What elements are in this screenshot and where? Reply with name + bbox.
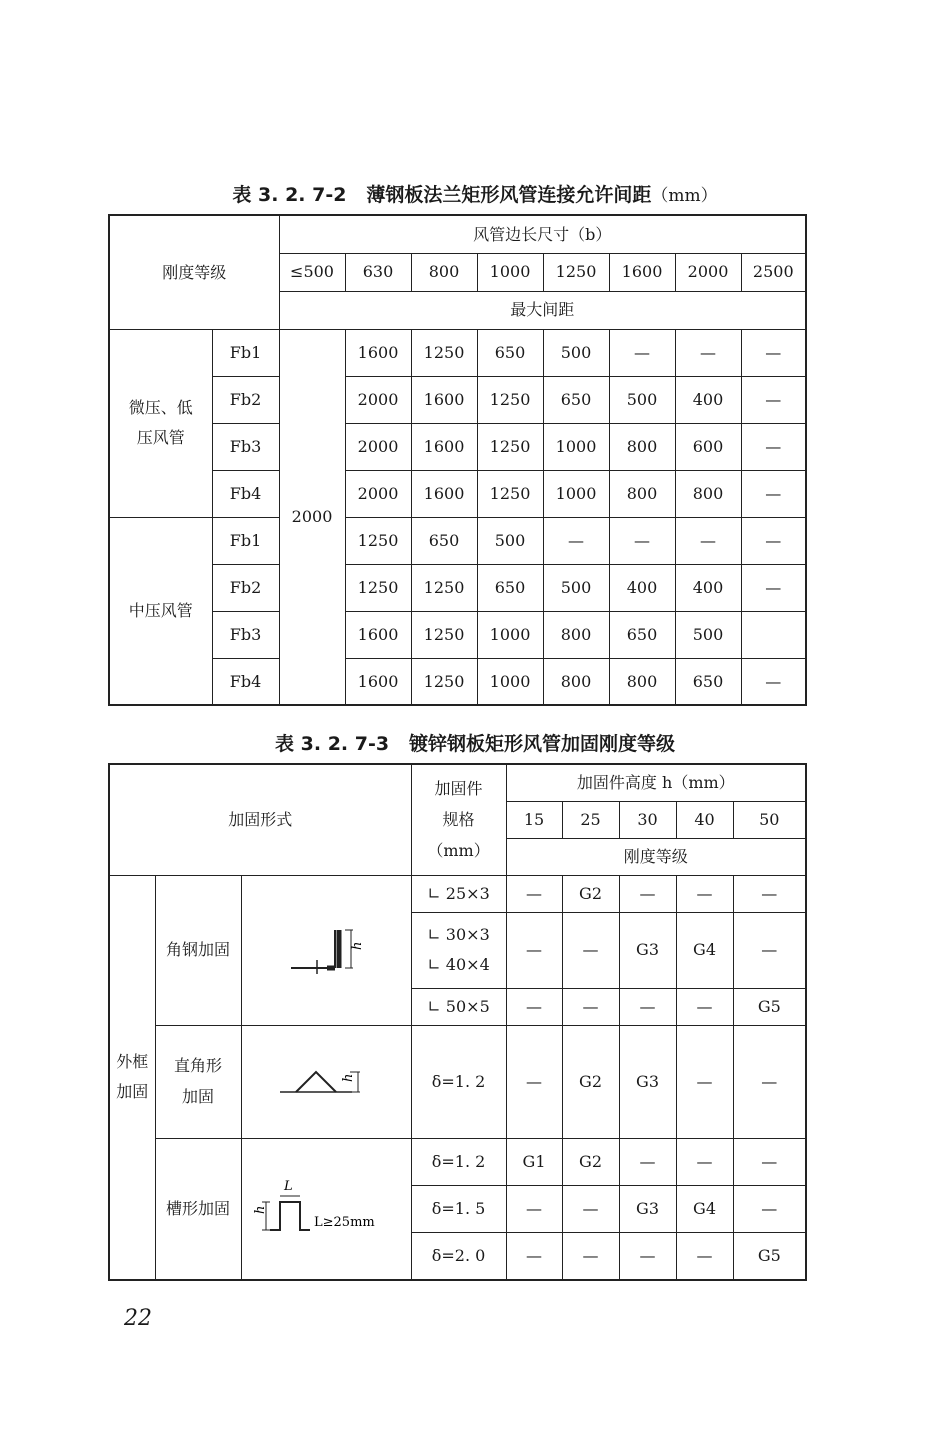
grade-cell: — <box>562 1232 619 1280</box>
spacing-value-cell <box>741 611 806 658</box>
spacing-value-cell: 1000 <box>543 470 609 517</box>
spacing-value-cell: — <box>609 329 675 376</box>
grade-cell: G2 <box>562 1025 619 1138</box>
right-angle-diagram-h: h <box>341 1073 357 1082</box>
spacing-value-cell: 1000 <box>477 611 543 658</box>
grade-cell: G4 <box>676 1185 733 1232</box>
spacing-value-cell: 650 <box>477 329 543 376</box>
grade-cell: Fb3 <box>212 423 279 470</box>
spacing-value-cell: 650 <box>543 376 609 423</box>
spacing-value-cell: 2000 <box>345 470 411 517</box>
right-angle-icon <box>276 1062 376 1102</box>
spacing-value-cell: 800 <box>675 470 741 517</box>
spacing-value-cell: 400 <box>675 564 741 611</box>
grade-cell: G3 <box>619 912 676 988</box>
grade-cell: Fb2 <box>212 376 279 423</box>
table1-caption-number: 表 3. 2. 7-2 <box>232 184 347 206</box>
angle-steel-icon <box>281 920 371 980</box>
grade-cell: — <box>733 1138 806 1185</box>
grade-cell: — <box>619 875 676 912</box>
spacing-value-cell: 800 <box>609 658 675 705</box>
spec-line: ∟ 30×3 <box>427 924 490 944</box>
header-rigidity: 刚度等级 <box>109 215 279 329</box>
spacing-value-cell: — <box>741 564 806 611</box>
grade-cell: — <box>506 1185 562 1232</box>
spacing-value-cell: 1000 <box>543 423 609 470</box>
size-header: 2000 <box>675 253 741 291</box>
spacing-value-cell: 1600 <box>345 329 411 376</box>
height-header: 50 <box>733 801 806 838</box>
grade-cell: Fb1 <box>212 517 279 564</box>
max-spacing-500: 2000 <box>279 329 345 705</box>
spacing-value-cell: — <box>675 329 741 376</box>
channel-diagram-L: L <box>284 1178 293 1194</box>
table1-caption <box>0 180 950 207</box>
spacing-value-cell: 500 <box>477 517 543 564</box>
spec-cell: δ=1. 2 <box>411 1138 506 1185</box>
spacing-value-cell: 500 <box>543 564 609 611</box>
grade-cell: — <box>676 1025 733 1138</box>
grade-cell: — <box>676 1138 733 1185</box>
page-number: 22 <box>124 1306 152 1331</box>
outer-frame-label <box>109 875 155 1280</box>
outer-frame-text: 外框加固 <box>116 1051 149 1102</box>
spacing-value-cell: 1250 <box>411 611 477 658</box>
spacing-value-cell: 1600 <box>411 376 477 423</box>
table2-caption-title: 镀锌钢板矩形风管加固刚度等级 <box>408 733 675 755</box>
grade-cell: G3 <box>619 1025 676 1138</box>
header-spec <box>411 764 506 875</box>
spacing-value-cell: 650 <box>675 658 741 705</box>
spacing-value-cell: — <box>741 658 806 705</box>
channel-icon <box>253 1174 396 1244</box>
header-spec-line3: （mm） <box>427 841 490 861</box>
size-header: 630 <box>345 253 411 291</box>
spacing-value-cell: 500 <box>609 376 675 423</box>
grade-cell: — <box>619 1232 676 1280</box>
grade-cell: Fb2 <box>212 564 279 611</box>
spacing-value-cell: — <box>609 517 675 564</box>
grade-cell: — <box>562 988 619 1025</box>
header-spec-line2: 规格 <box>442 810 475 830</box>
grade-cell: G2 <box>562 875 619 912</box>
size-header: 1000 <box>477 253 543 291</box>
spacing-value-cell: 800 <box>609 423 675 470</box>
spacing-value-cell: 1250 <box>345 564 411 611</box>
spacing-value-cell: 2000 <box>345 423 411 470</box>
table1-caption-unit: （mm） <box>651 186 718 206</box>
header-spec-line1: 加固件 <box>434 778 483 798</box>
grade-cell: G4 <box>676 912 733 988</box>
size-header: 1600 <box>609 253 675 291</box>
grade-cell: — <box>733 1025 806 1138</box>
reinforcement-rigidity-table <box>108 763 807 1281</box>
header-duct-size: 风管边长尺寸（b） <box>279 215 806 253</box>
grade-cell: — <box>676 1232 733 1280</box>
spacing-value-cell: 1250 <box>411 564 477 611</box>
grade-cell: Fb3 <box>212 611 279 658</box>
height-header: 15 <box>506 801 562 838</box>
spacing-value-cell: 1600 <box>411 423 477 470</box>
grade-cell: — <box>619 1138 676 1185</box>
spacing-value-cell: — <box>741 329 806 376</box>
size-header: 1250 <box>543 253 609 291</box>
grade-cell: — <box>506 1025 562 1138</box>
spacing-value-cell: 1250 <box>477 470 543 517</box>
grade-cell: — <box>676 988 733 1025</box>
table2-caption <box>0 729 950 756</box>
table2-caption-number: 表 3. 2. 7-3 <box>275 733 390 755</box>
duct-spacing-table <box>108 214 807 706</box>
group-medium-pressure <box>109 517 212 705</box>
grade-cell: — <box>506 1232 562 1280</box>
angle-steel-label: 角钢加固 <box>155 875 241 1025</box>
channel-diagram-h: h <box>253 1205 269 1214</box>
spec-cell: ∟ 50×5 <box>411 988 506 1025</box>
grade-cell: — <box>562 1185 619 1232</box>
spacing-value-cell: 650 <box>609 611 675 658</box>
grade-cell: Fb4 <box>212 658 279 705</box>
grade-cell: — <box>506 912 562 988</box>
header-height: 加固件高度 h（mm） <box>506 764 806 801</box>
right-angle-diagram <box>241 1025 411 1138</box>
grade-cell: — <box>619 988 676 1025</box>
spacing-value-cell: 1600 <box>345 658 411 705</box>
spacing-value-cell: — <box>741 470 806 517</box>
group-low-pressure <box>109 329 212 517</box>
spec-cell: δ=1. 2 <box>411 1025 506 1138</box>
angle-steel-diagram <box>241 875 411 1025</box>
spacing-value-cell: 500 <box>543 329 609 376</box>
spacing-value-cell: 600 <box>675 423 741 470</box>
size-header: 2500 <box>741 253 806 291</box>
spacing-value-cell: 800 <box>543 658 609 705</box>
spacing-value-cell: 1250 <box>411 329 477 376</box>
spacing-value-cell: — <box>741 376 806 423</box>
spacing-value-cell: 1250 <box>411 658 477 705</box>
grade-cell: — <box>733 912 806 988</box>
grade-cell: — <box>733 875 806 912</box>
channel-diagram <box>241 1138 411 1280</box>
spacing-value-cell: 400 <box>675 376 741 423</box>
spacing-value-cell: 1250 <box>477 376 543 423</box>
grade-cell: G5 <box>733 988 806 1025</box>
spacing-value-cell: 400 <box>609 564 675 611</box>
group-low-pressure-text: 微压、低压风管 <box>128 397 193 447</box>
header-max-spacing: 最大间距 <box>279 291 806 329</box>
spacing-value-cell: — <box>741 423 806 470</box>
height-header: 30 <box>619 801 676 838</box>
grade-cell: — <box>676 875 733 912</box>
grade-cell: Fb4 <box>212 470 279 517</box>
grade-cell: G5 <box>733 1232 806 1280</box>
right-angle-text: 直角形加固 <box>173 1056 222 1106</box>
spacing-value-cell: 1000 <box>477 658 543 705</box>
group-medium-pressure-text: 中压风管 <box>128 600 193 620</box>
spec-cell <box>411 912 506 988</box>
right-angle-label <box>155 1025 241 1138</box>
spacing-value-cell: — <box>543 517 609 564</box>
spec-cell: ∟ 25×3 <box>411 875 506 912</box>
spacing-value-cell: 500 <box>675 611 741 658</box>
height-header: 40 <box>676 801 733 838</box>
spec-line: ∟ 40×4 <box>427 955 490 974</box>
header-rigidity-grade: 刚度等级 <box>506 838 806 875</box>
table1-caption-title: 薄钢板法兰矩形风管连接允许间距 <box>366 184 652 206</box>
spacing-value-cell: 650 <box>477 564 543 611</box>
spacing-value-cell: — <box>741 517 806 564</box>
spec-cell: δ=2. 0 <box>411 1232 506 1280</box>
size-header: ≤500 <box>279 253 345 291</box>
channel-note: L≥25mm <box>314 1214 375 1230</box>
grade-cell: Fb1 <box>212 329 279 376</box>
spacing-value-cell: 1600 <box>345 611 411 658</box>
grade-cell: G2 <box>562 1138 619 1185</box>
grade-cell: — <box>562 912 619 988</box>
grade-cell: G1 <box>506 1138 562 1185</box>
spec-cell: δ=1. 5 <box>411 1185 506 1232</box>
channel-label: 槽形加固 <box>155 1138 241 1280</box>
grade-cell: — <box>506 875 562 912</box>
size-header: 800 <box>411 253 477 291</box>
header-reinforcement-form: 加固形式 <box>109 764 411 875</box>
grade-cell: — <box>733 1185 806 1232</box>
spacing-value-cell: 1250 <box>345 517 411 564</box>
spacing-value-cell: 800 <box>609 470 675 517</box>
spacing-value-cell: 2000 <box>345 376 411 423</box>
spacing-value-cell: 650 <box>411 517 477 564</box>
height-header: 25 <box>562 801 619 838</box>
angle-diagram-h: h <box>350 941 366 950</box>
grade-cell: G3 <box>619 1185 676 1232</box>
grade-cell: — <box>506 988 562 1025</box>
spacing-value-cell: 800 <box>543 611 609 658</box>
spacing-value-cell: 1250 <box>477 423 543 470</box>
spacing-value-cell: 1600 <box>411 470 477 517</box>
spacing-value-cell: — <box>675 517 741 564</box>
